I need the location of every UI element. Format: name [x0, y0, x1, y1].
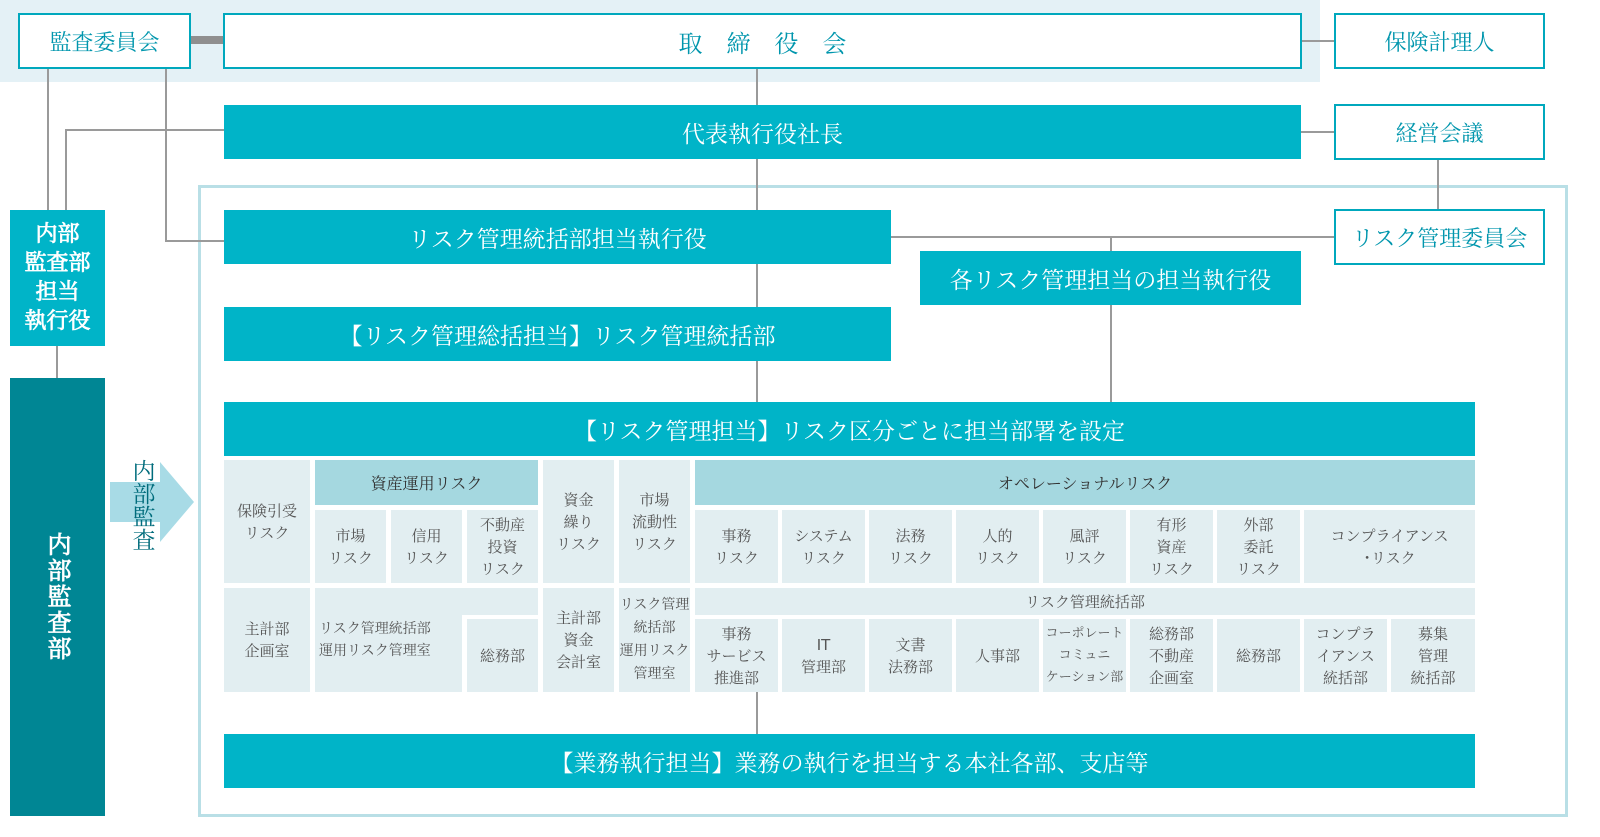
connector-general-banner — [756, 360, 758, 402]
risk-general-dept-label: 【リスク管理総括担当】リスク管理統括部 — [339, 323, 776, 350]
connector-meeting-committee — [1437, 159, 1439, 210]
dept-recruit-label: 募集 管理 統括部 — [1410, 624, 1456, 687]
connector-ceo-meeting — [1301, 131, 1336, 133]
dept-asset-risk-office — [315, 588, 462, 692]
actuary-label: 保険計理人 — [1384, 30, 1495, 56]
connector-matrix-business — [756, 692, 758, 734]
dept-general-affairs-1 — [467, 619, 538, 692]
risk-credit-label: 信用 リスク — [404, 526, 449, 567]
management-meeting-box — [1334, 104, 1545, 160]
risk-liquidity-label: 市場 流動性 リスク — [631, 490, 677, 553]
group-operational-header — [695, 460, 1475, 505]
dept-op-header — [695, 588, 1475, 615]
business-banner-label: 【業務執行担当】業務の執行を担当する本社各部、支店等 — [550, 750, 1149, 777]
dept-hr-label: 人事部 — [974, 646, 1020, 665]
dept-general-affairs-1-label: 総務部 — [479, 646, 525, 665]
group-asset-label: 資産運用リスク — [370, 474, 483, 493]
audit-committee-label: 監査委員会 — [49, 30, 160, 56]
risk-tangible — [1130, 510, 1213, 583]
connector-each-officer-banner — [1110, 305, 1112, 402]
audit-dept-box — [10, 378, 105, 816]
risk-tangible-label: 有形 資産 リスク — [1149, 515, 1194, 578]
risk-real-estate-label: 不動産 投資 リスク — [479, 515, 525, 578]
dept-compliance-label: コンプラ イアンス 統括部 — [1315, 624, 1376, 687]
dept-hr — [956, 619, 1039, 692]
connector-riskofficer-committee — [891, 236, 1336, 238]
ceo-box — [224, 105, 1301, 159]
risk-market — [315, 510, 386, 583]
dept-general-re — [1130, 619, 1213, 692]
connector-ceo-left-v — [65, 129, 67, 210]
actuary-box — [1334, 13, 1545, 69]
group-asset-header — [315, 460, 538, 505]
dept-corp-comm — [1043, 619, 1126, 692]
dept-documents-legal-label: 文書 法務部 — [887, 635, 933, 676]
connector-board-ceo — [756, 68, 758, 106]
connector-ceo-left-h — [65, 129, 225, 131]
connector-ceo-riskofficer — [756, 158, 758, 210]
dept-documents-legal — [869, 619, 952, 692]
board-box — [223, 13, 1302, 69]
audit-officer-label: 内部 監査部 担当 執行役 — [24, 222, 91, 334]
each-risk-officer-label: 各リスク管理担当の担当執行役 — [949, 267, 1272, 294]
risk-legal-label: 法務 リスク — [888, 526, 933, 567]
dept-admin-service-label: 事務 サービス 推進部 — [706, 624, 767, 687]
risk-credit — [391, 510, 462, 583]
dept-treasury-label: 主計部 資金 会計室 — [555, 609, 601, 671]
risk-outsourcing — [1217, 510, 1300, 583]
dept-liquidity-office-label: リスク管理 統括部 運用リスク 管理室 — [619, 597, 690, 682]
risk-general-dept-box — [224, 307, 891, 361]
risk-banner — [224, 402, 1475, 456]
risk-funding-label: 資金 繰り リスク — [556, 490, 601, 553]
connector-audit-board — [190, 36, 225, 44]
dept-general-affairs-2 — [1217, 619, 1300, 692]
dept-op-header-label: リスク管理統括部 — [1025, 592, 1145, 611]
risk-reputation — [1043, 510, 1126, 583]
connector-audit-riskofficer-h — [165, 240, 225, 242]
dept-corp-comm-label: コーポレート コミュニ ケーション部 — [1045, 625, 1124, 685]
dept-it-label: IT 管理部 — [800, 635, 846, 676]
connector-board-actuary — [1302, 40, 1336, 42]
audit-dept-label: 内部監査部 — [43, 532, 71, 662]
dept-planning-label: 主計部 企画室 — [244, 620, 290, 660]
risk-banner-label: 【リスク管理担当】リスク区分ごとに担当部署を設定 — [573, 418, 1126, 445]
risk-compliance-label: コンプライアンス ･リスク — [1330, 526, 1449, 567]
connector-audit-committee-left — [47, 68, 49, 210]
dept-compliance — [1304, 619, 1387, 692]
dept-asset-risk-office-upper — [462, 588, 538, 615]
risk-officer-box — [224, 210, 891, 264]
risk-admin — [695, 510, 778, 583]
connector-audit-riskofficer-v — [165, 68, 167, 242]
connector-audit-officer-dept — [56, 346, 58, 379]
risk-compliance — [1304, 510, 1475, 583]
risk-officer-label: リスク管理統括部担当執行役 — [408, 226, 707, 253]
risk-system — [782, 510, 865, 583]
risk-funding — [543, 460, 614, 583]
risk-legal — [869, 510, 952, 583]
management-meeting-label: 経営会議 — [1395, 121, 1484, 147]
ceo-label: 代表執行役社長 — [682, 121, 843, 148]
dept-asset-risk-office-label: リスク管理統括部 運用リスク管理室 — [319, 621, 431, 659]
risk-human-label: 人的 リスク — [975, 526, 1020, 567]
group-operational-label: オペレーショナルリスク — [997, 474, 1173, 493]
risk-system-label: システム リスク — [794, 526, 853, 567]
dept-general-affairs-2-label: 総務部 — [1235, 646, 1281, 665]
business-banner — [224, 734, 1475, 788]
risk-market-label: 市場 リスク — [328, 526, 373, 567]
dept-general-re-label: 総務部 不動産 企画室 — [1148, 624, 1194, 687]
dept-it — [782, 619, 865, 692]
dept-treasury — [543, 588, 614, 692]
each-risk-officer-box — [920, 251, 1301, 305]
risk-committee-box — [1334, 209, 1545, 265]
internal-audit-arrow-label: 内部監査 — [128, 459, 155, 551]
risk-admin-label: 事務 リスク — [714, 526, 759, 567]
audit-officer-box — [10, 210, 105, 346]
dept-planning — [224, 588, 310, 692]
connector-riskofficer-general — [756, 263, 758, 308]
risk-real-estate — [467, 510, 538, 583]
internal-audit-arrow-label-box — [124, 450, 160, 560]
risk-committee-label: リスク管理委員会 — [1351, 226, 1528, 252]
dept-recruit — [1391, 619, 1475, 692]
risk-human — [956, 510, 1039, 583]
risk-reputation-label: 風評 リスク — [1062, 526, 1107, 567]
risk-underwriting — [224, 460, 310, 583]
risk-outsourcing-label: 外部 委託 リスク — [1236, 515, 1281, 578]
dept-admin-service — [695, 619, 778, 692]
board-label: 取 締 役 会 — [678, 29, 847, 58]
dept-liquidity-office — [619, 588, 690, 692]
connector-to-each-officer — [1110, 236, 1112, 252]
audit-committee-box — [18, 13, 191, 69]
risk-underwriting-label: 保険引受 リスク — [236, 501, 297, 542]
risk-liquidity — [619, 460, 690, 583]
